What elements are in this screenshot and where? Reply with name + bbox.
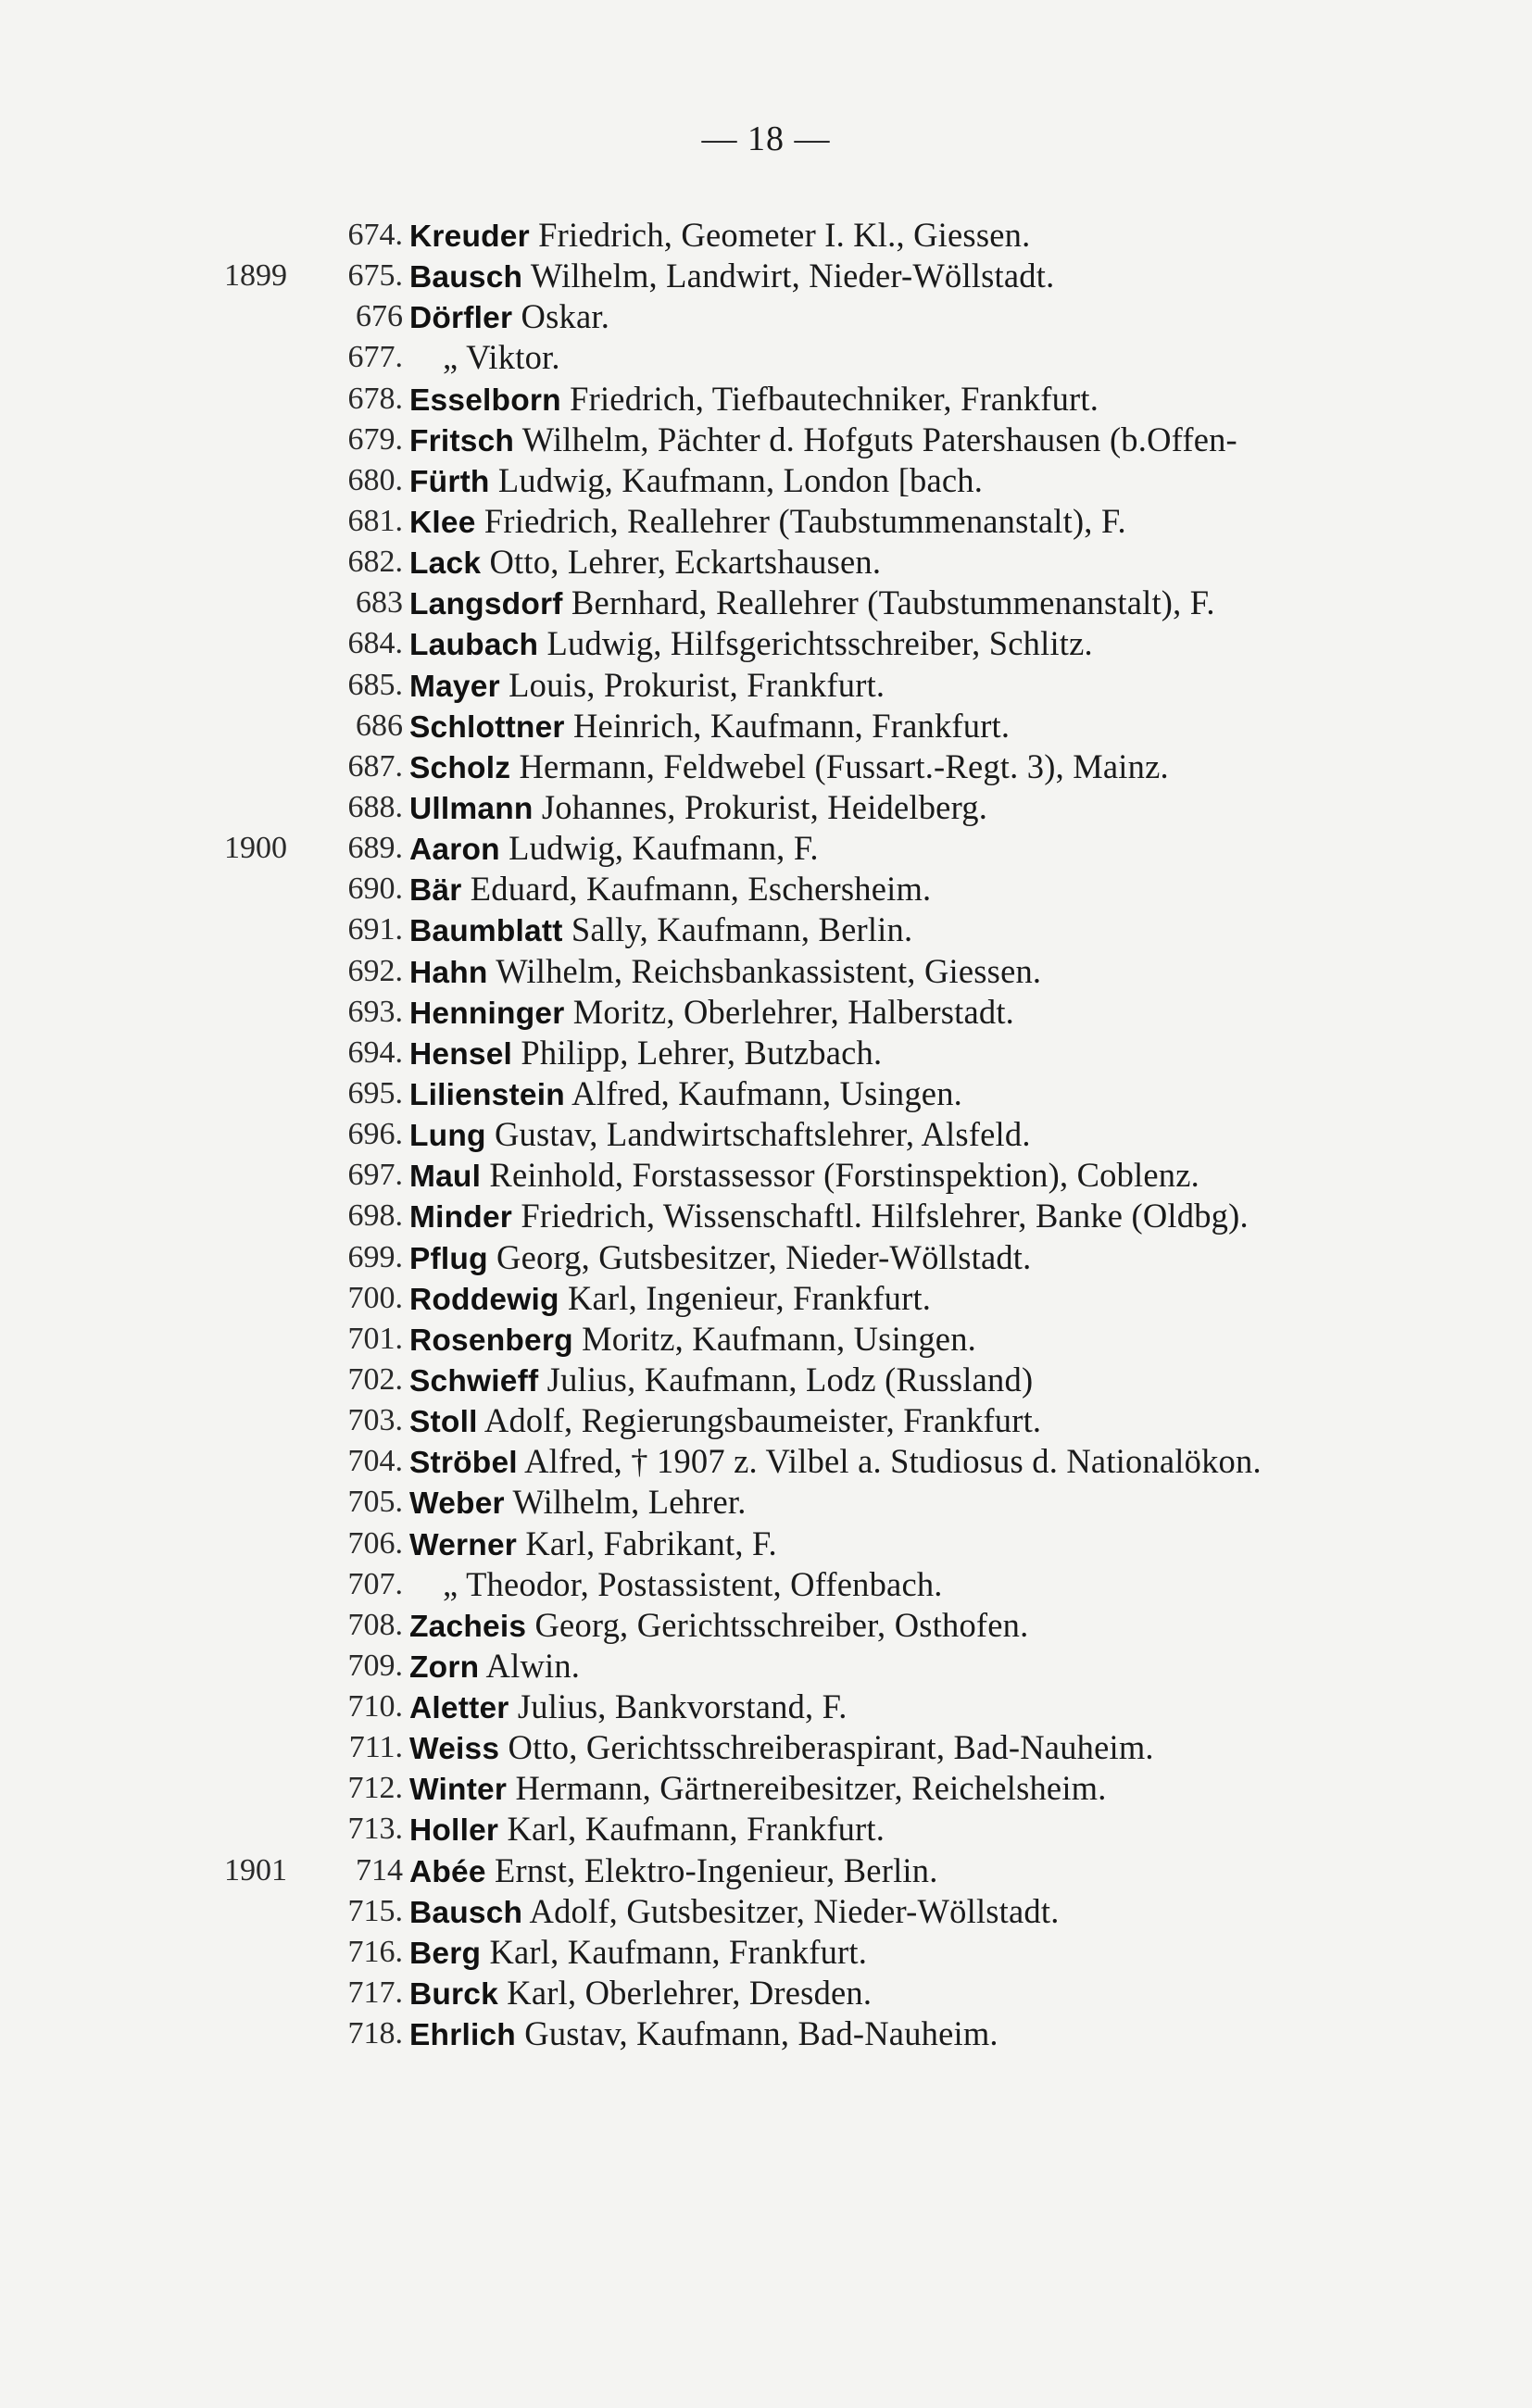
list-item bbox=[0, 1441, 1532, 1482]
list-item bbox=[0, 1850, 1532, 1891]
list-item bbox=[0, 951, 1532, 992]
entry-surname: Pflug bbox=[409, 1241, 488, 1276]
entry-details: Friedrich, Wissenschaftl. Hilfslehrer, Banke (Oldbg). bbox=[512, 1197, 1249, 1235]
entry-details: Hermann, Feldwebel (Fussart.-Regt. 3), Mainz. bbox=[510, 746, 1169, 785]
entry-surname: Langsdorf bbox=[409, 587, 563, 622]
entry-text bbox=[409, 1850, 938, 1893]
entry-details: Karl, Fabrikant, F. bbox=[517, 1524, 777, 1562]
entry-text bbox=[409, 909, 912, 952]
entry-text bbox=[409, 1360, 1033, 1402]
entry-details: Friedrich, Reallehrer (Taubstummenanstalt), F. bbox=[475, 501, 1126, 540]
list-item bbox=[0, 296, 1532, 337]
entry-text bbox=[409, 256, 1054, 298]
entry-details: Wilhelm, Landwirt, Nieder-Wöllstadt. bbox=[522, 257, 1055, 295]
entry-number: 716. bbox=[347, 1934, 403, 1969]
entry-surname: Dörfler bbox=[409, 301, 513, 336]
entry-surname: Holler bbox=[409, 1813, 499, 1849]
list-item bbox=[0, 1400, 1532, 1441]
entry-details: Gustav, Landwirtschaftslehrer, Alsfeld. bbox=[485, 1115, 1031, 1154]
entry-number: 694. bbox=[347, 1035, 403, 1070]
entry-details: Adolf, Regierungsbaumeister, Frankfurt. bbox=[477, 1401, 1042, 1440]
entry-number: 683 bbox=[356, 585, 403, 621]
entry-text bbox=[409, 1400, 1041, 1443]
entry-surname: Aaron bbox=[409, 833, 500, 868]
entry-number: 676 bbox=[356, 299, 403, 334]
list-item bbox=[0, 1073, 1532, 1114]
entry-number: 715. bbox=[347, 1893, 403, 1928]
entry-details: Heinrich, Kaufmann, Frankfurt. bbox=[564, 706, 1011, 745]
list-item bbox=[0, 1155, 1532, 1196]
entry-text bbox=[409, 1196, 1249, 1238]
entry-details: Ludwig, Kaufmann, London [bach. bbox=[489, 460, 984, 499]
list-item bbox=[0, 746, 1532, 787]
entry-number: 701. bbox=[347, 1321, 403, 1356]
entry-details: Alwin. bbox=[479, 1646, 581, 1685]
entry-text bbox=[409, 1646, 580, 1688]
list-item bbox=[0, 1564, 1532, 1605]
entry-text bbox=[409, 1441, 1262, 1484]
list-item bbox=[0, 1278, 1532, 1319]
list-item bbox=[0, 1524, 1532, 1564]
entry-number: 700. bbox=[347, 1280, 403, 1315]
entry-details: „ Theodor, Postassistent, Offenbach. bbox=[443, 1564, 943, 1603]
entry-surname: Ströbel bbox=[409, 1446, 518, 1481]
entry-details: Johannes, Prokurist, Heidelberg. bbox=[533, 787, 988, 826]
entry-number: 710. bbox=[347, 1689, 403, 1724]
entry-text bbox=[409, 1768, 1107, 1811]
list-item bbox=[0, 256, 1532, 296]
entry-surname: Bär bbox=[409, 873, 462, 909]
list-item bbox=[0, 420, 1532, 460]
entry-text bbox=[409, 583, 1215, 625]
entry-surname: Laubach bbox=[409, 628, 539, 663]
entry-surname: Klee bbox=[409, 505, 476, 540]
entry-text bbox=[409, 337, 560, 380]
entry-number: 690. bbox=[347, 872, 403, 907]
entry-surname: Rosenberg bbox=[409, 1323, 573, 1358]
list-item bbox=[0, 1605, 1532, 1646]
entry-text bbox=[409, 1033, 882, 1075]
entry-text bbox=[409, 1605, 1028, 1648]
list-item bbox=[0, 1891, 1532, 1932]
entry-surname: Lilienstein bbox=[409, 1077, 565, 1112]
entry-details: Friedrich, Tiefbautechniker, Frankfurt. bbox=[560, 379, 1099, 418]
entry-surname: Burck bbox=[409, 1977, 498, 2013]
entry-surname: Lung bbox=[409, 1119, 486, 1154]
list-item bbox=[0, 542, 1532, 583]
entry-text bbox=[409, 1564, 943, 1607]
entry-surname: Minder bbox=[409, 1200, 513, 1235]
entry-number: 687. bbox=[347, 748, 403, 784]
entry-number: 679. bbox=[347, 421, 403, 457]
entry-number: 678. bbox=[347, 381, 403, 416]
entry-number: 718. bbox=[347, 2016, 403, 2051]
entry-surname: Werner bbox=[409, 1527, 518, 1562]
entry-text bbox=[409, 1114, 1031, 1157]
entry-surname: Bausch bbox=[409, 260, 523, 295]
entry-surname: Roddewig bbox=[409, 1282, 559, 1317]
entry-number: 677. bbox=[347, 340, 403, 375]
list-item bbox=[0, 501, 1532, 542]
entry-text bbox=[409, 1319, 976, 1361]
entry-surname: Schlottner bbox=[409, 709, 565, 745]
list-item bbox=[0, 1646, 1532, 1687]
entry-text bbox=[409, 828, 819, 871]
entry-surname: Weiss bbox=[409, 1732, 500, 1767]
entry-number: 697. bbox=[347, 1158, 403, 1193]
entry-details: Philipp, Lehrer, Butzbach. bbox=[512, 1033, 883, 1072]
list-item bbox=[0, 1932, 1532, 1973]
entry-surname: Fürth bbox=[409, 464, 490, 499]
entry-details: Alfred, † 1907 z. Vilbel a. Studiosus d. Nationalökon. bbox=[517, 1442, 1262, 1481]
list-item bbox=[0, 460, 1532, 501]
entry-text bbox=[409, 746, 1169, 789]
entry-year: 1901 bbox=[224, 1852, 287, 1888]
entry-number: 691. bbox=[347, 912, 403, 947]
entry-number: 684. bbox=[347, 626, 403, 661]
entry-text bbox=[409, 1524, 777, 1566]
entry-number: 704. bbox=[347, 1444, 403, 1479]
entry-details: Julius, Kaufmann, Lodz (Russland) bbox=[538, 1360, 1034, 1398]
entry-surname: Stoll bbox=[409, 1405, 478, 1440]
entry-details: Friedrich, Geometer I. Kl., Giessen. bbox=[529, 216, 1031, 254]
entry-text bbox=[409, 623, 1093, 666]
entry-number: 703. bbox=[347, 1403, 403, 1438]
entry-details: Oskar. bbox=[512, 297, 610, 336]
entry-number: 696. bbox=[347, 1117, 403, 1152]
entry-year: 1900 bbox=[224, 831, 287, 866]
entry-text bbox=[409, 869, 931, 911]
entry-number: 713. bbox=[347, 1812, 403, 1847]
entry-details: Karl, Kaufmann, Frankfurt. bbox=[498, 1810, 885, 1849]
entry-number: 702. bbox=[347, 1361, 403, 1397]
entry-text bbox=[409, 2013, 998, 2056]
list-item bbox=[0, 1114, 1532, 1155]
entry-number: 714 bbox=[356, 1852, 403, 1888]
entry-surname: Abée bbox=[409, 1854, 486, 1889]
list-item bbox=[0, 1768, 1532, 1809]
entry-text bbox=[409, 460, 983, 503]
entry-details: Ludwig, Hilfsgerichtsschreiber, Schlitz. bbox=[538, 624, 1093, 663]
entry-details: Louis, Prokurist, Frankfurt. bbox=[499, 665, 885, 704]
entry-surname: Mayer bbox=[409, 669, 500, 704]
entry-details: Ludwig, Kaufmann, F. bbox=[499, 829, 819, 868]
entry-details: Alfred, Kaufmann, Usingen. bbox=[564, 1073, 962, 1112]
entry-number: 711. bbox=[348, 1730, 403, 1765]
entry-surname: Esselborn bbox=[409, 383, 561, 418]
entry-text bbox=[409, 1278, 931, 1321]
entry-text bbox=[409, 1973, 872, 2015]
entry-number: 709. bbox=[347, 1648, 403, 1683]
entry-details: Bernhard, Reallehrer (Taubstummenanstalt), F. bbox=[562, 583, 1215, 622]
entry-details: Georg, Gutsbesitzer, Nieder-Wöllstadt. bbox=[487, 1237, 1032, 1276]
entry-details: Karl, Oberlehrer, Dresden. bbox=[497, 1974, 873, 2013]
entry-number: 686 bbox=[356, 708, 403, 743]
list-item bbox=[0, 787, 1532, 828]
entry-text bbox=[409, 1727, 1154, 1770]
list-item bbox=[0, 665, 1532, 706]
page-number: — 18 — bbox=[701, 119, 831, 158]
entry-text bbox=[409, 1687, 848, 1729]
list-item bbox=[0, 869, 1532, 909]
entry-details: Karl, Ingenieur, Frankfurt. bbox=[559, 1278, 932, 1317]
entry-details: Karl, Kaufmann, Frankfurt. bbox=[481, 1932, 868, 1971]
entry-number: 693. bbox=[347, 994, 403, 1029]
list-item bbox=[0, 337, 1532, 378]
list-item bbox=[0, 706, 1532, 746]
entry-text bbox=[409, 420, 1237, 462]
list-item bbox=[0, 379, 1532, 420]
member-list bbox=[0, 215, 1532, 2054]
entry-surname: Bausch bbox=[409, 1895, 523, 1930]
list-item bbox=[0, 215, 1532, 256]
entry-surname: Zacheis bbox=[409, 1609, 527, 1644]
entry-text bbox=[409, 215, 1030, 257]
list-item bbox=[0, 828, 1532, 869]
entry-details: Moritz, Kaufmann, Usingen. bbox=[572, 1319, 976, 1358]
entry-surname: Fritsch bbox=[409, 423, 515, 458]
entry-surname: Weber bbox=[409, 1486, 505, 1522]
entry-details: Gustav, Kaufmann, Bad-Nauheim. bbox=[515, 2014, 998, 2053]
entry-details: Wilhelm, Reichsbankassistent, Giessen. bbox=[487, 951, 1042, 990]
entry-text bbox=[409, 951, 1041, 994]
entry-number: 675. bbox=[347, 258, 403, 294]
entry-text bbox=[409, 1073, 962, 1116]
entry-details: Wilhelm, Pächter d. Hofguts Patershausen (b.Offen- bbox=[514, 420, 1237, 458]
entry-number: 695. bbox=[347, 1075, 403, 1110]
entry-text bbox=[409, 1809, 885, 1851]
entry-number: 682. bbox=[347, 545, 403, 580]
entry-text bbox=[409, 1932, 867, 1975]
entry-surname: Kreuder bbox=[409, 219, 530, 254]
list-item bbox=[0, 1360, 1532, 1400]
list-item bbox=[0, 1237, 1532, 1278]
entry-surname: Aletter bbox=[409, 1691, 509, 1726]
entry-details: Hermann, Gärtnereibesitzer, Reichelsheim. bbox=[507, 1769, 1107, 1808]
entry-text bbox=[409, 379, 1099, 421]
list-item bbox=[0, 583, 1532, 623]
entry-surname: Schwieff bbox=[409, 1363, 539, 1398]
entry-number: 688. bbox=[347, 789, 403, 824]
entry-surname: Ehrlich bbox=[409, 2018, 516, 2053]
entry-text bbox=[409, 787, 987, 830]
entry-number: 717. bbox=[347, 1975, 403, 2011]
entry-surname: Henninger bbox=[409, 996, 565, 1031]
entry-text bbox=[409, 1237, 1031, 1280]
entry-details: Wilhelm, Lehrer. bbox=[504, 1483, 747, 1522]
entry-surname: Baumblatt bbox=[409, 914, 563, 949]
list-item bbox=[0, 1809, 1532, 1850]
entry-surname: Hensel bbox=[409, 1036, 513, 1072]
entry-surname: Berg bbox=[409, 1936, 482, 1971]
entry-text bbox=[409, 706, 1010, 748]
entry-number: 681. bbox=[347, 503, 403, 538]
entry-surname: Scholz bbox=[409, 750, 511, 785]
entry-details: Otto, Gerichtsschreiberaspirant, Bad-Nauheim. bbox=[499, 1728, 1154, 1767]
entry-surname: Ullmann bbox=[409, 791, 534, 826]
entry-surname: Zorn bbox=[409, 1649, 480, 1685]
entry-details: „ Viktor. bbox=[443, 338, 560, 377]
entry-number: 712. bbox=[347, 1771, 403, 1806]
entry-surname: Hahn bbox=[409, 955, 488, 990]
entry-details: Georg, Gerichtsschreiber, Osthofen. bbox=[526, 1605, 1029, 1644]
entry-number: 706. bbox=[347, 1525, 403, 1561]
entry-surname: Lack bbox=[409, 546, 482, 582]
entry-details: Eduard, Kaufmann, Eschersheim. bbox=[461, 870, 932, 909]
entry-number: 698. bbox=[347, 1198, 403, 1234]
entry-number: 680. bbox=[347, 462, 403, 497]
list-item bbox=[0, 623, 1532, 664]
entry-number: 699. bbox=[347, 1239, 403, 1274]
entry-details: Moritz, Oberlehrer, Halberstadt. bbox=[564, 992, 1014, 1031]
list-item bbox=[0, 2013, 1532, 2054]
entry-text bbox=[409, 296, 609, 339]
list-item bbox=[0, 1319, 1532, 1360]
list-item bbox=[0, 992, 1532, 1033]
entry-text bbox=[409, 665, 885, 708]
list-item bbox=[0, 909, 1532, 950]
entry-details: Julius, Bankvorstand, F. bbox=[509, 1687, 848, 1726]
entry-number: 708. bbox=[347, 1607, 403, 1642]
entry-number: 705. bbox=[347, 1485, 403, 1520]
entry-text bbox=[409, 501, 1126, 544]
entry-number: 692. bbox=[347, 953, 403, 988]
entry-number: 685. bbox=[347, 667, 403, 702]
entry-number: 707. bbox=[347, 1566, 403, 1601]
entry-details: Ernst, Elektro-Ingenieur, Berlin. bbox=[485, 1850, 938, 1889]
entry-details: Reinhold, Forstassessor (Forstinspektion), Coblenz. bbox=[481, 1156, 1199, 1195]
entry-year: 1899 bbox=[224, 258, 287, 294]
entry-details: Adolf, Gutsbesitzer, Nieder-Wöllstadt. bbox=[522, 1891, 1060, 1930]
entry-surname: Winter bbox=[409, 1773, 508, 1808]
list-item bbox=[0, 1973, 1532, 2013]
entry-text bbox=[409, 1891, 1060, 1934]
entry-number: 674. bbox=[347, 218, 403, 252]
list-item bbox=[0, 1727, 1532, 1768]
entry-text bbox=[409, 542, 881, 584]
entry-text bbox=[409, 1482, 747, 1524]
entry-surname: Maul bbox=[409, 1160, 482, 1195]
entry-details: Sally, Kaufmann, Berlin. bbox=[562, 910, 913, 949]
list-item bbox=[0, 1196, 1532, 1236]
list-item bbox=[0, 1033, 1532, 1073]
list-item bbox=[0, 1482, 1532, 1523]
entry-number: 689. bbox=[347, 831, 403, 866]
entry-text bbox=[409, 992, 1014, 1035]
entry-details: Otto, Lehrer, Eckartshausen. bbox=[481, 543, 882, 582]
entry-text bbox=[409, 1155, 1199, 1198]
list-item bbox=[0, 1687, 1532, 1727]
